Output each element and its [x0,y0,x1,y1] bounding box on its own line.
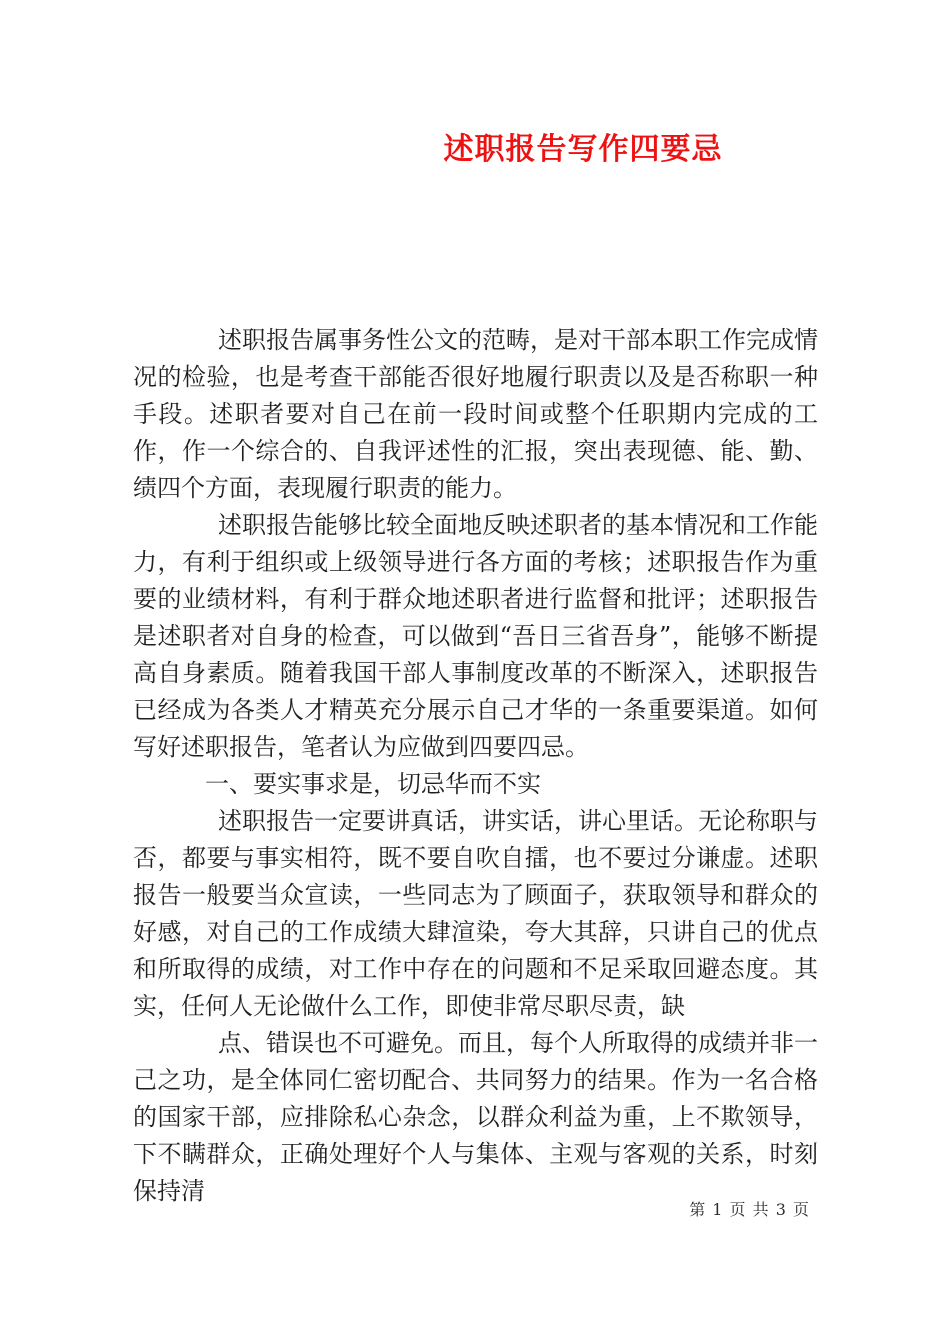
page-number-label: 第 1 页 共 3 页 [689,1200,810,1219]
document-title: 述职报告写作四要忌 [443,132,723,167]
page-footer [689,1200,810,1220]
paragraph: 述职报告一定要讲真话，讲实话，讲心里话。无论称职与否，都要与事实相符，既不要自吹自擂，也不要过分谦虚。述职报告一般要当众宣读，一些同志为了顾面子，获取领导和群众的好感，对自己的工作成绩大肆渲染，夸大其辞，只讲自己的优点和所取得的成绩，对工作中存在的问题和不足采取回避态度。其实，任何人无论做什么工作，即使非常尽职尽责，缺 [133,807,818,1020]
paragraph: 点、错误也不可避免。而且，每个人所取得的成绩并非一己之功，是全体同仁密切配合、共同努力的结果。作为一名合格的国家干部，应排除私心杂念，以群众利益为重，上不欺领导，下不瞒群众，正确处理好个人与集体、主观与客观的关系，时刻保持清 [133,1029,818,1205]
document-body [133,322,818,1210]
paragraph: 述职报告能够比较全面地反映述职者的基本情况和工作能力，有利于组织或上级领导进行各方面的考核；述职报告作为重要的业绩材料，有利于群众地述职者进行监督和批评；述职报告是述职者对自身的检查，可以做到“吾日三省吾身”，能够不断提高自身素质。随着我国干部人事制度改革的不断深入，述职报告已经成为各类人才精英充分展示自己才华的一条重要渠道。如何写好述职报告，笔者认为应做到四要四忌。 [133,511,818,761]
section-heading: 一、要实事求是，切忌华而不实 [205,770,541,798]
paragraph: 述职报告属事务性公文的范畴，是对干部本职工作完成情况的检验，也是考查干部能否很好地履行职责以及是否称职一种手段。述职者要对自己在前一段时间或整个任职期内完成的工作，作一个综合的、自我评述性的汇报，突出表现德、能、勤、绩四个方面，表现履行职责的能力。 [133,326,818,502]
